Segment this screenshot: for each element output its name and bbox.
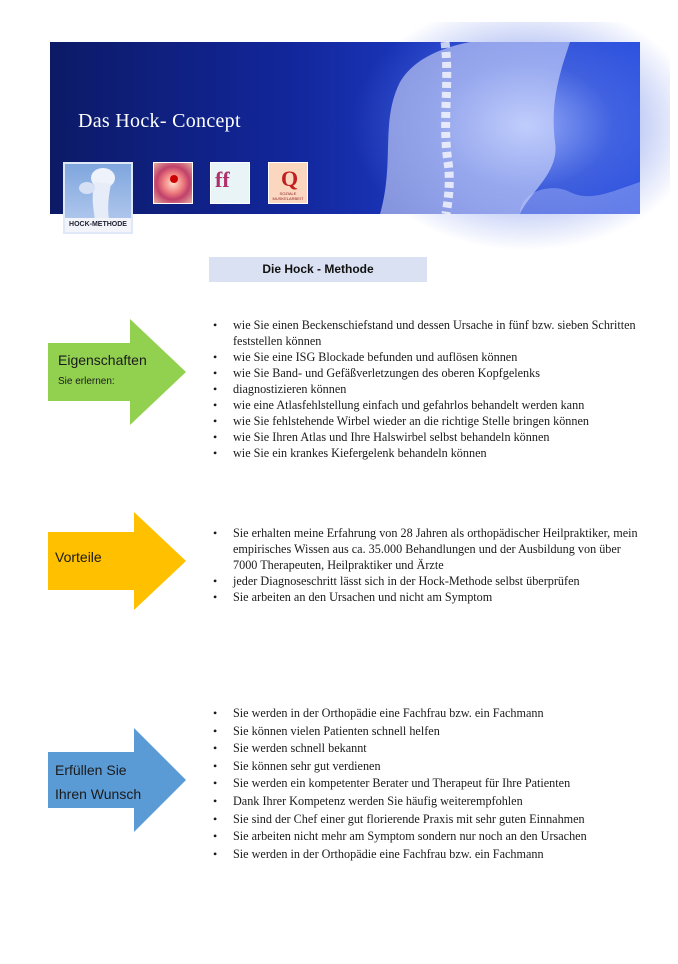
list-item: • wie Sie fehlstehende Wirbel wieder an die richtige Stelle bringen können: [213, 413, 643, 429]
list-item: • Sie werden in der Orthopädie eine Fachfrau bzw. ein Fachmann: [213, 846, 643, 864]
eigenschaften-arrow: [48, 319, 188, 425]
eigenschaften-subheading: Sie erlernen:: [58, 376, 115, 387]
list-item: • Sie erhalten meine Erfahrung von 28 Jahren als orthopädischer Heilpraktiker, mein empirisches Wissen aus ca. 35.000 Behandlungen und der Ausbildung von über 7000 Therapeuten, Heilpraktiker und Ärzte: [213, 525, 643, 573]
bone-joint-icon: [65, 164, 131, 220]
section-title: Die Hock - Methode: [209, 257, 427, 282]
list-item: • wie Sie Ihren Atlas und Ihre Halswirbel selbst behandeln können: [213, 429, 643, 445]
ring-logo: [153, 162, 193, 204]
eigenschaften-list: [213, 317, 643, 461]
vorteile-heading: Vorteile: [55, 549, 102, 565]
wunsch-list: [213, 705, 643, 863]
q-logo-caption: SOZIALE MUSKELARBEIT: [272, 191, 304, 201]
target-dot-icon: [170, 175, 178, 183]
list-item: • wie eine Atlasfehlstellung einfach und gefahrlos behandelt werden kann: [213, 397, 643, 413]
list-item: • diagnostizieren können: [213, 381, 643, 397]
list-item: • wie Sie eine ISG Blockade befunden und auflösen können: [213, 349, 643, 365]
q-letter-icon: Q: [281, 166, 299, 191]
list-item: • Sie arbeiten an den Ursachen und nicht am Symptom: [213, 589, 643, 605]
list-item: • wie Sie einen Beckenschiefstand und dessen Ursache in fünf bzw. sieben Schritten feststellen können: [213, 317, 643, 349]
vorteile-list: [213, 525, 643, 605]
list-item: • wie Sie Band- und Gefäßverletzungen des oberen Kopfgelenks: [213, 365, 643, 381]
wunsch-heading-line1: Erfüllen Sie: [55, 762, 127, 778]
ff-letters-icon: ff: [215, 167, 230, 192]
ff-logo: [210, 162, 250, 204]
banner-title: Das Hock- Concept: [78, 110, 241, 132]
list-item: • Sie sind der Chef einer gut florierende Praxis mit sehr guten Einnahmen: [213, 811, 643, 829]
list-item: • wie Sie ein krankes Kiefergelenk behandeln können: [213, 445, 643, 461]
list-item: • Sie können vielen Patienten schnell helfen: [213, 723, 643, 741]
header-banner: [50, 42, 640, 228]
hock-logo-caption: HOCK-METHODE: [65, 218, 131, 232]
list-item: • jeder Diagnoseschritt lässt sich in der Hock-Methode selbst überprüfen: [213, 573, 643, 589]
list-item: • Dank Ihrer Kompetenz werden Sie häufig weiterempfohlen: [213, 793, 643, 811]
hock-methode-logo: [63, 162, 133, 234]
q-logo: [268, 162, 308, 204]
list-item: • Sie werden in der Orthopädie eine Fachfrau bzw. ein Fachmann: [213, 705, 643, 723]
wunsch-arrow: [48, 728, 188, 832]
list-item: • Sie arbeiten nicht mehr am Symptom sondern nur noch an den Ursachen: [213, 828, 643, 846]
list-item: • Sie können sehr gut verdienen: [213, 758, 643, 776]
eigenschaften-heading: Eigenschaften: [58, 352, 147, 368]
list-item: • Sie werden schnell bekannt: [213, 740, 643, 758]
list-item: • Sie werden ein kompetenter Berater und Therapeut für Ihre Patienten: [213, 775, 643, 793]
wunsch-heading-line2: Ihren Wunsch: [55, 786, 142, 802]
